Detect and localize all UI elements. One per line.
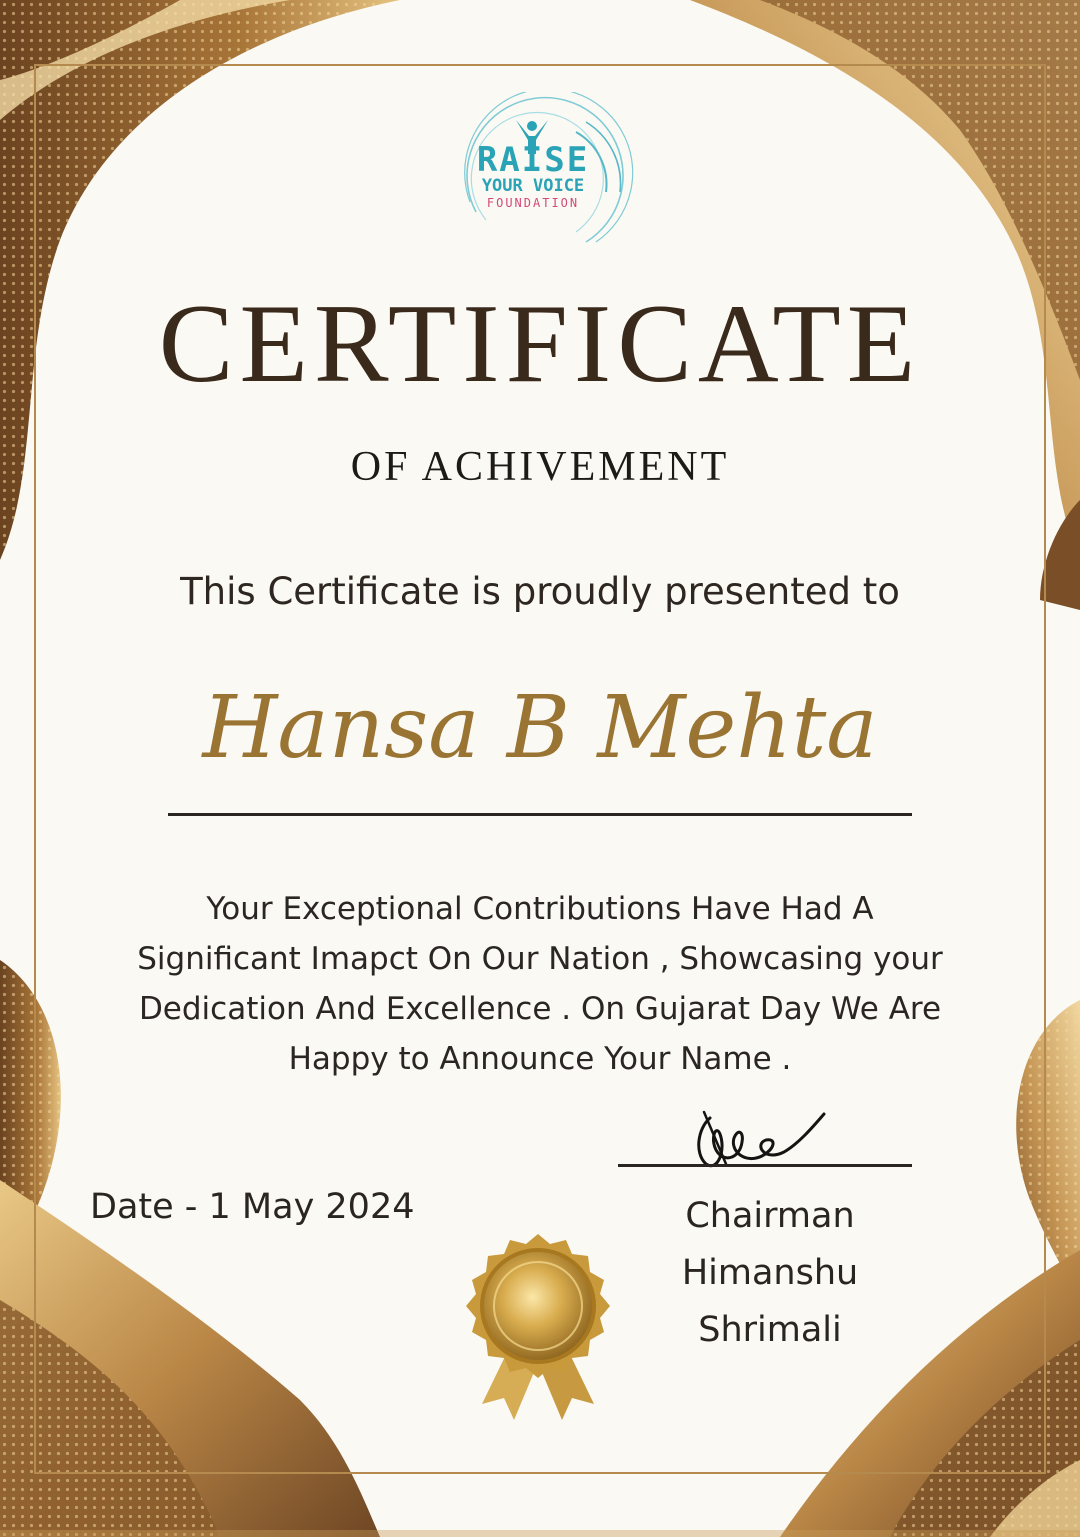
message-line: Dedication And Excellence . On Gujarat Day We Are (138, 991, 942, 1027)
logo-line-your-voice: YOUR VOICE (481, 176, 585, 196)
signer-role: Chairman (685, 1196, 855, 1236)
gold-seal-icon (462, 1232, 614, 1422)
certificate-title: CERTIFICATE (158, 282, 922, 406)
recipient-name: Hansa B Mehta (202, 678, 878, 778)
name-underline (168, 813, 912, 816)
signer-last-name: Shrimali (698, 1310, 842, 1350)
logo-line-foundation: FOUNDATION (486, 196, 580, 210)
message-line: Significant Imapct On Our Nation , Showcasing your (137, 941, 943, 977)
signature-line (618, 1164, 912, 1167)
signer-block (650, 1188, 890, 1359)
presented-to-text: This Certificate is proudly presented to (180, 570, 900, 613)
message-line: Happy to Announce Your Name . (288, 1041, 792, 1077)
logo-line-raise: RAISE (476, 140, 590, 180)
signer-first-name: Himanshu (681, 1253, 859, 1293)
foundation-logo (436, 92, 642, 262)
certificate-subtitle: OF ACHIVEMENT (350, 444, 730, 490)
message-line: Your Exceptional Contributions Have Had A (206, 891, 874, 927)
certificate-message (70, 884, 1010, 1084)
certificate-date: Date - 1 May 2024 (90, 1187, 415, 1227)
